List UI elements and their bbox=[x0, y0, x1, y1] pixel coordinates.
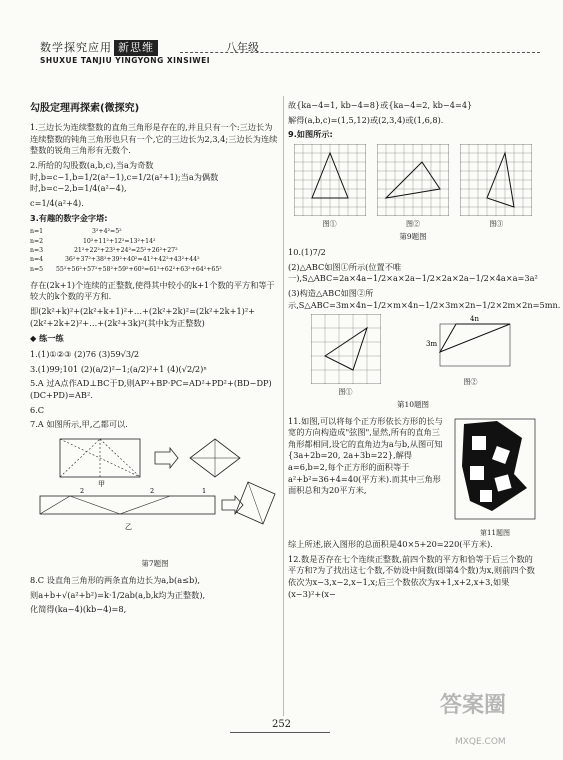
grade-label: 八年级 bbox=[226, 41, 259, 54]
page-header bbox=[0, 0, 563, 70]
footer-rule bbox=[230, 732, 330, 733]
figure-9-label-1: 图① bbox=[322, 219, 337, 228]
figure-7 bbox=[30, 434, 280, 570]
number-pyramid bbox=[30, 227, 280, 273]
exercise-11: 11.如图,可以将每个正方形依长方形的长与宽的方向构造成"弦图",显然,所有的直角三角形都相同,设它的直角边为a与b,从图可知{3a+2b=20, 2a+3b=22},解得a=6,b=2,每个正方形的面积等于a²+b²=36+4=40(平方米).而其中三角形面积总和为20平方米, bbox=[288, 415, 443, 496]
figure-11-svg bbox=[452, 416, 538, 526]
item-1: 1.三边长为连续整数的直角三角形是存在的,并且只有一个:三边长为连续整数的钝角三角形也只有一个,它的三边长为2,3,4;三边长为连续整数的锐角三角形有无数个. bbox=[30, 122, 278, 156]
figure-10-panel-2 bbox=[426, 314, 516, 398]
pyramid-row-n: n=3 bbox=[30, 246, 44, 254]
pyramid-row-equation: 36²+37²+38²+39²+40²=41²+42²+43²+44² bbox=[65, 256, 200, 264]
figure-9-panel-1 bbox=[294, 144, 366, 230]
grid-figure-1 bbox=[294, 144, 366, 216]
exercise-9: 9.如图所示: bbox=[288, 129, 333, 140]
figure-7-svg bbox=[30, 434, 280, 554]
figure-11-caption: 第11题图 bbox=[480, 529, 510, 538]
ex8-system: 故{ka−4=1, kb−4=8}或{ka−4=2, kb−4=4} bbox=[288, 100, 473, 110]
item-3-formula: 即(2k²+k)²+(2k²+k+1)²+…+(2k²+2k)²=(2k²+2k+1)²+(2k²+2k+2)²+…+(2k²+3k)²(其中k为正整数) bbox=[30, 306, 256, 328]
figure-9-label-3: 图③ bbox=[489, 219, 504, 228]
figure-10 bbox=[288, 314, 538, 398]
grid-figure-3 bbox=[460, 144, 532, 216]
exercise-1: 1.(1)①②③ (2)76 (3)59√3/2 bbox=[30, 349, 140, 359]
pyramid-row-equation: 10²+11²+12²=13²+14² bbox=[83, 237, 156, 245]
pyramid-row-n: n=4 bbox=[30, 256, 44, 264]
figure-9-label-2: 图② bbox=[405, 219, 420, 228]
pyramid-row bbox=[30, 246, 280, 255]
pyramid-row bbox=[30, 265, 280, 274]
item-3: 3.有趣的数字金字塔: bbox=[30, 212, 108, 223]
item-2: 2.所给的勾股数(a,b,c),当a为奇数时,b=c−1,b=1/2(a²−1),c=1/2(a²+1);当a为偶数时,b=c−2,b=1/4(a²−4), bbox=[30, 160, 219, 194]
pyramid-row bbox=[30, 237, 280, 246]
figure-9 bbox=[288, 144, 538, 230]
fig7-dim-2b: 2 bbox=[150, 486, 155, 495]
watermark-url: MXQE.COM bbox=[455, 737, 506, 747]
figure-10-label-2: 图② bbox=[463, 377, 478, 386]
exercise-10: 10.(1)7/2 bbox=[288, 247, 326, 258]
exercise-8-line2: 则a+b+√(a²+b²)=k·1/2ab(a,b,k均为正整数), bbox=[30, 589, 206, 600]
exercise-10-part3: (3)构造△ABC如图②所示,S△ABC=3m×4n−1/2×m×4n−1/2×3m×2n−1/2×2m×2n=5mn. bbox=[288, 288, 561, 310]
item-2-cont: c=1/4(a²+4). bbox=[30, 198, 84, 209]
series-pinyin: SHUXUE TANJIU YINGYONG XINSIWEI bbox=[40, 56, 211, 65]
exercise-11-block bbox=[288, 416, 538, 540]
figure-9-panel-2 bbox=[377, 144, 449, 230]
figure-10-label-1: 图① bbox=[338, 387, 353, 396]
practice-heading: ◆ 练一练 bbox=[30, 333, 64, 344]
fig10-label-3m: 3m bbox=[425, 340, 437, 349]
fig7-dim-1: 1 bbox=[202, 486, 207, 495]
exercise-12: 12.数是否存在七个连续正整数,前四个数的平方和恰等于后三个数的平方和?为了找出这七个数,不妨设中间数(即第4个数)为x,则前四个数依次为x−3,x−2,x−1,x;后三个数依次为x+1,x+2,x+3,如果(x−3)²+(x− bbox=[288, 553, 535, 599]
ex8-solution: 解得(a,b,c)=(1,5,12)或(2,3,4)或(1,6,8). bbox=[288, 114, 444, 125]
pyramid-row-n: n=2 bbox=[30, 237, 44, 245]
fig7-label-jia: 甲 bbox=[98, 479, 105, 488]
exercise-7: 7.A 如图所示,甲,乙都可以. bbox=[30, 419, 128, 430]
page-number: 252 bbox=[271, 719, 292, 730]
figure-9-panel-3 bbox=[460, 144, 532, 230]
exercise-11-conclusion: 综上所述,嵌入图形的总面积是40×5+20=220(平方米). bbox=[288, 539, 493, 550]
fig7-label-yi: 乙 bbox=[125, 522, 132, 531]
rect-figure-10b bbox=[426, 314, 516, 374]
left-column bbox=[30, 100, 280, 619]
fig7-dim-2a: 2 bbox=[80, 486, 85, 495]
pyramid-row-equation: 21²+22²+23²+24²=25²+26²+27² bbox=[74, 246, 178, 254]
exercise-3: 3.(1)99;101 (2)(a/2)²−1;(a/2)²+1 (4)(√2/2)ⁿ bbox=[30, 363, 207, 374]
figure-11 bbox=[452, 416, 538, 540]
item-3-body: 存在(2k+1)个连续的正整数,使得其中较小的k+1个数的平方和等于较大的k个数的平方和. bbox=[30, 279, 275, 302]
series-title-b: 新思维 bbox=[114, 40, 158, 56]
exercise-8-line3: 化简得(ka−4)(kb−4)=8, bbox=[30, 604, 127, 615]
pyramid-row bbox=[30, 227, 280, 236]
figure-7-caption: 第7题图 bbox=[141, 559, 169, 569]
section-title: 勾股定理再探索(微探究) bbox=[30, 103, 140, 114]
pyramid-row-n: n=5 bbox=[30, 265, 44, 273]
right-column bbox=[288, 100, 561, 603]
figure-10-panel-1 bbox=[311, 314, 381, 398]
exercise-10-part2: (2)△ABC如图①所示(位置不唯一),S△ABC=2a×4a−1/2×a×2a−1/2×2a×2a−1/2×4a×a=3a² bbox=[288, 261, 538, 284]
column-divider bbox=[283, 96, 284, 716]
pyramid-row bbox=[30, 255, 280, 264]
pyramid-row-equation: 3²+4²=5² bbox=[92, 228, 122, 236]
figure-9-caption: 第9题图 bbox=[399, 231, 427, 241]
fig10-label-4n: 4n bbox=[469, 315, 479, 324]
grid-figure-10a bbox=[311, 314, 381, 384]
pyramid-row-n: n=1 bbox=[30, 228, 44, 236]
watermark-logo: 答案圈 bbox=[440, 693, 507, 718]
header-divider bbox=[180, 52, 540, 54]
series-title bbox=[40, 40, 160, 56]
grid-figure-2 bbox=[377, 144, 449, 216]
figure-10-caption: 第10题图 bbox=[396, 399, 430, 409]
series-title-a: 数学探究应用 bbox=[40, 41, 112, 54]
exercise-6: 6.C bbox=[30, 404, 45, 415]
exercise-8: 8.C 设直角三角形的两条直角边长为a,b(a≤b), bbox=[30, 575, 201, 586]
pyramid-row-equation: 55²+56²+57²+58²+59²+60²=61²+62²+63²+64²+65² bbox=[56, 265, 222, 273]
exercise-5: 5.A 过A点作AD⊥BC于D,则AP²+BP·PC=AD²+PD²+(BD−DP)(DC+PD)=AB². bbox=[30, 378, 272, 400]
